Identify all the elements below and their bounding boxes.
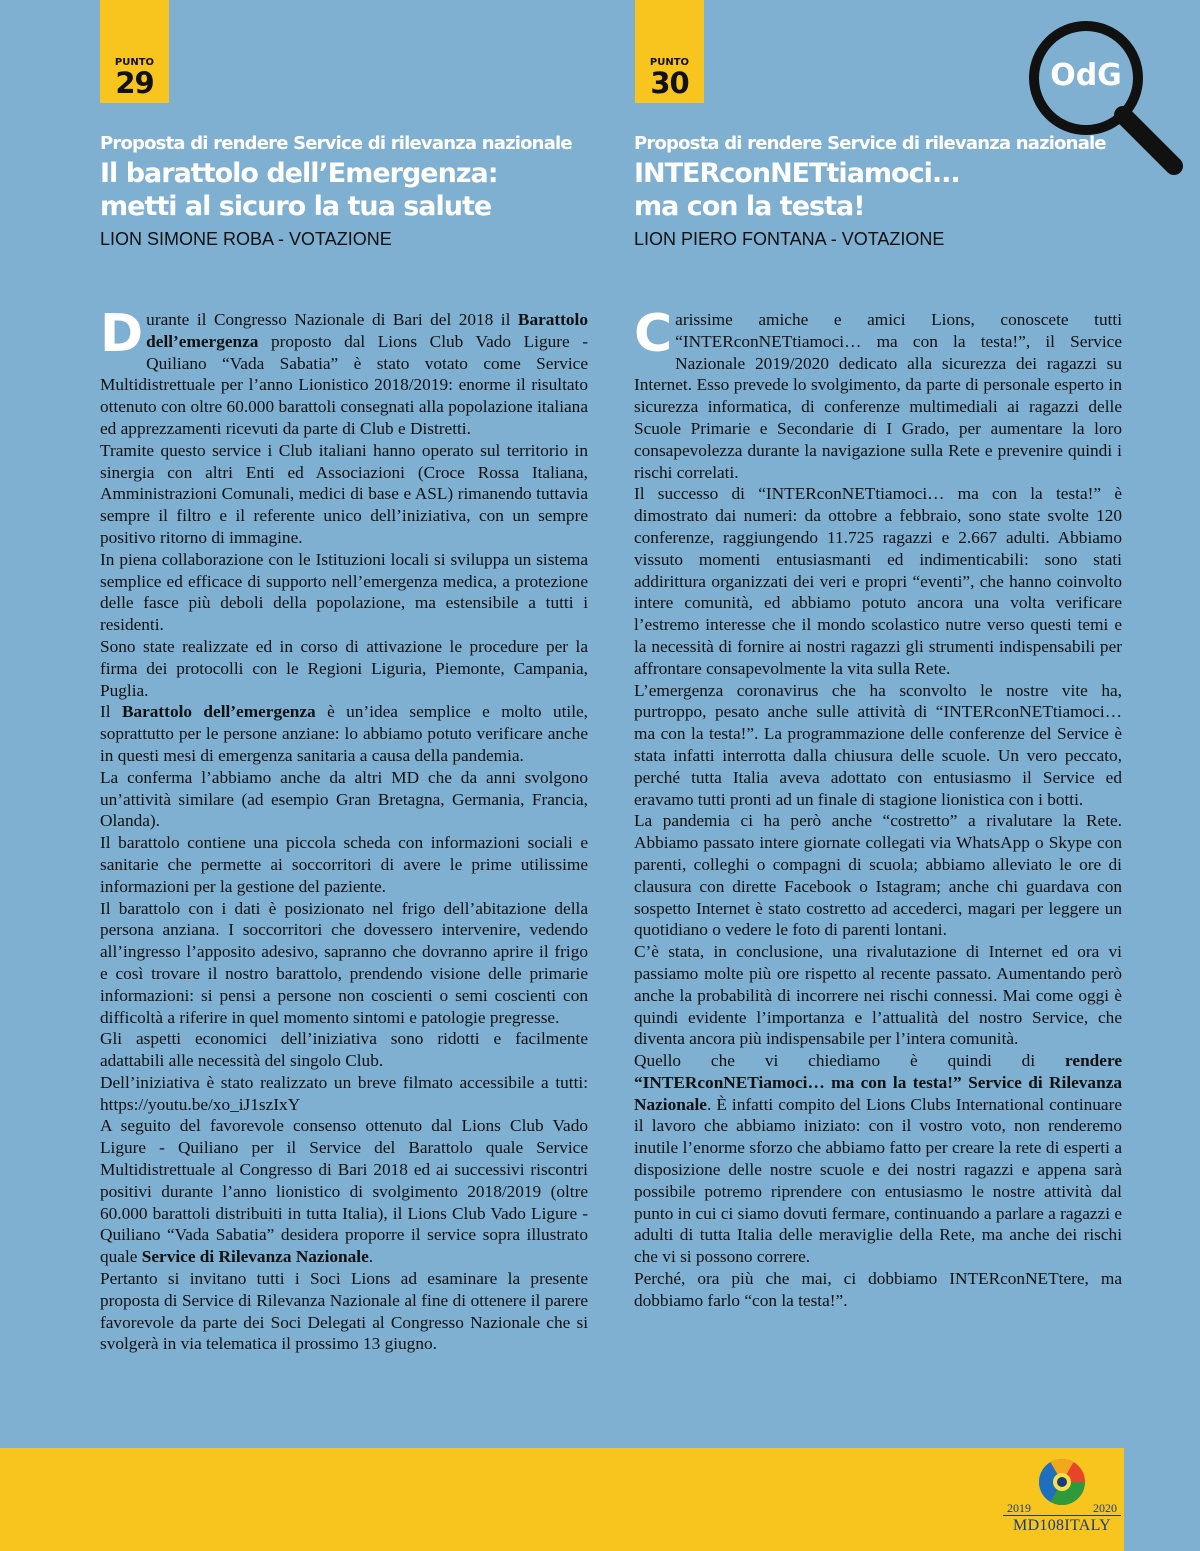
- text: Il: [100, 702, 122, 722]
- right-kicker: Proposta di rendere Service di rilevanza nazionale: [634, 133, 1106, 154]
- year-start: 2019: [1007, 1501, 1031, 1515]
- right-article-body: [634, 304, 1122, 1312]
- paragraph: Pertanto si invitano tutti i Soci Lions ad esaminare la presente proposta di Service di Rilevanza Nazionale al fine di ottenere il parere favorevole da parte dei Soci Delegati al Congresso Nazionale che si svolgerà in via telematica il prossimo 13 giugno.: [100, 1269, 588, 1354]
- text: proposto dal Lions Club Vado Ligure - Quiliano “Vada Sabatia” è stato votato come Service Multidistrettuale per l’anno Lionistico 2018/2019: enorme il risultato ottenuto con oltre 60.000 barattoli consegnati alla popolazione italiana ed apprezzamenti ricevuti da parte di Club e Distretti.: [100, 331, 588, 438]
- right-title-line1: INTERconNETtiamoci...: [634, 158, 960, 189]
- left-title-line2: metti al sicuro la tua salute: [100, 191, 492, 222]
- paragraph: L’emergenza coronavirus che ha sconvolto le nostre vite ha, purtroppo, pesato anche sulle attività di “INTERconNETtiamoci… ma con la testa!”. La programmazione delle conferenze del Service è stata infatti interrotta dalla chiusura delle scuole. Un vero peccato, perché tutta Italia aveva adottato con entusiasmo il Service ed eravamo tutti pronti ad un finale di stagione lionistica con i botti.: [634, 680, 1122, 809]
- left-article-header: [100, 131, 600, 251]
- paragraph: [634, 304, 1122, 483]
- paragraph: Il successo di “INTERconNETtiamoci… ma con la testa!” è dimostrato dai numeri: da ottobre a febbraio, sono state svolte 120 conferenze, raggiungendo 11.725 ragazzi e 2.667 adulti. Abbiamo vissuto momenti entusiasmanti ed indimenticabili: sono stati addirittura organizzati dei veri e propri “eventi”, che hanno coinvolto intere comunità, ed abbiamo potuto ancora una volta verificare l’estremo interesse che il mondo scolastico nutre verso questi temi e la necessità di fornire ai nostri ragazzi gli strumenti indispensabili per affrontare consapevolmente la vita sulla Rete.: [634, 484, 1122, 678]
- text: urante il Congresso Nazionale di Bari del 2018 il: [146, 310, 518, 329]
- paragraph: [100, 304, 588, 440]
- paragraph: [100, 701, 588, 766]
- paragraph: Perché, ora più che mai, ci dobbiamo INTERconNETtere, ma dobbiamo farlo “con la testa!”.: [634, 1269, 1122, 1310]
- bold-text: Service di Rilevanza Nazionale: [141, 1247, 369, 1267]
- md-label: MD108ITALY: [1003, 1515, 1121, 1535]
- paragraph: Sono state realizzate ed in corso di attivazione le procedure per la firma dei protocolli con le Regioni Liguria, Piemonte, Campania, Puglia.: [100, 636, 588, 700]
- md108-logo: [1003, 1457, 1121, 1539]
- punto-badge-30: [635, 0, 704, 103]
- punto-badge-29: [100, 0, 169, 103]
- magnifier-icon: [1026, 18, 1186, 178]
- bold-text: rendere “INTERconNETiamoci… ma con la testa!” Service di Rilevanza Nazionale: [634, 1051, 1122, 1114]
- left-article-body: [100, 304, 588, 1355]
- paragraph: Il barattolo contiene una piccola scheda con informazioni sociali e sanitarie che permette ai soccorritori di avere le prime utilissime informazioni per la gestione del paziente.: [100, 833, 588, 896]
- year-end: 2020: [1093, 1501, 1117, 1515]
- left-title-line1: Il barattolo dell’Emergenza:: [100, 158, 498, 189]
- text: è un’idea semplice e molto utile, soprattutto per le persone anziane: lo abbiamo potuto verificare anche in questi mesi di emergenza sanitaria a causa della pandemia.: [100, 702, 588, 765]
- text: Quello che vi chiediamo è quindi di: [634, 1051, 1066, 1071]
- text: . È infatti compito del Lions Clubs International continuare il lavoro che abbiamo iniziato: con il vostro voto, non renderemo inutile l’enorme sforzo che abbiamo fatto per creare la rete di esperti a disposizione delle nostre scuole e dei nostri ragazzi e appena sarà possibile potremo riprendere con entusiasmo le nostre attività dal punto in cui ci siamo dovuti fermare, continuando a parlare a ragazzi e adulti di tutta Italia delle meraviglie della Rete, ma anche dei rischi che vi si possono correre.: [634, 1094, 1122, 1267]
- badge-number: 29: [115, 66, 154, 100]
- bold-text: Barattolo dell’emergenza: [146, 310, 588, 351]
- lions-emblem-icon: [1003, 1457, 1121, 1507]
- dropcap: C: [634, 304, 673, 364]
- badge-number: 30: [650, 66, 689, 100]
- paragraph: [100, 1115, 588, 1268]
- paragraph: Gli aspetti economici dell’iniziativa sono ridotti e facilmente adattabili alle necessità del singolo Club.: [100, 1029, 588, 1071]
- text: A seguito del favorevole consenso ottenuto dal Lions Club Vado Ligure - Quiliano per il Service del Barattolo quale Service Multidistrettuale al Congresso di Bari 2018 ed ai successivi riscontri positivi durante l’anno lionistico di svolgimento 2018/2019 (oltre 60.000 barattoli distribuiti in tutta Italia), il Lions Club Vado Ligure - Quiliano “Vada Sabatia” desidera proporre il service sopra illustrato quale: [100, 1116, 588, 1267]
- paragraph: Tramite questo service i Club italiani hanno operato sul territorio in sinergia con altri Enti ed Associazioni (Croce Rossa Italiana, Amministrazioni Comunali, medici di base e ASL) rimanendo tuttavia sempre il filtro e il referente unico dell’iniziativa, con un sempre positivo ritorno di immagine.: [100, 440, 588, 547]
- badge-label: PUNTO: [649, 57, 690, 68]
- logo-years: [1003, 1501, 1121, 1516]
- bold-text: Barattolo dell’emergenza: [121, 702, 316, 722]
- text: arissime amiche e amici Lions, conoscete tutti “INTERconNETtiamoci… ma con la testa!”, il Service Nazionale 2019/2020 dedicato alla sicurezza dei ragazzi su Internet. Esso prevede lo svolgimento, da parte di personale esperto in sicurezza informatica, di conferenze multimediali ai ragazzi delle Scuole Primarie e Secondarie di I Grado, per aumentare la loro consapevolezza durante la navigazione sulla Rete e prevenire quindi i rischi correlati.: [634, 310, 1122, 482]
- odg-label: OdG: [1050, 58, 1122, 93]
- paragraph: Dell’iniziativa è stato realizzato un breve filmato accessibile a tutti: https://youtu.be/xo_iJ1szIxY: [100, 1072, 588, 1114]
- paragraph: La pandemia ci ha però anche “costretto” a rivalutare la Rete. Abbiamo passato intere giornate collegati via WhatsApp o Skype con parenti, colleghi o compagni di scuola; abbiamo alleviato le ore di clausura con dirette Facebook o Istagram; anche chi guardava con sospetto Internet è stato costretto ad accederci, magari per leggere un quotidiano o vedere le foto di parenti lontani.: [634, 811, 1122, 940]
- left-kicker: Proposta di rendere Service di rilevanza nazionale: [100, 133, 572, 154]
- paragraph: La conferma l’abbiamo anche da altri MD che da anni svolgono un’attività similare (ad esempio Gran Bretagna, Germania, Francia, Olanda).: [100, 767, 588, 831]
- paragraph: In piena collaborazione con le Istituzioni locali si sviluppa un sistema semplice ed efficace di supporto nell’emergenza medica, a protezione delle fasce più deboli della popolazione, ma estensibile a tutti i residenti.: [100, 549, 588, 635]
- right-title-line2: ma con la testa!: [634, 191, 865, 222]
- right-byline: LION PIERO FONTANA - VOTAZIONE: [634, 229, 945, 249]
- paragraph: [634, 1050, 1122, 1268]
- paragraph: C’è stata, in conclusione, una rivalutazione di Internet ed ora vi passiamo molte più ore rispetto al recente passato. Aumentando però anche la probabilità di incorrere nei rischi connessi. Mai come oggi è quindi evidente l’importanza e l’attualità del nostro Service, che diventa ancora più indispensabile per l’intera comunità.: [634, 942, 1122, 1049]
- dropcap: D: [100, 304, 144, 364]
- badge-label: PUNTO: [114, 57, 155, 68]
- footer-band: [0, 1448, 1124, 1551]
- text: .: [368, 1247, 374, 1267]
- paragraph: Il barattolo con i dati è posizionato nel frigo dell’abitazione della persona anziana. I soccorritori che dovessero intervenire, vedendo all’ingresso l’apposito adesivo, sapranno che dovranno aprire il frigo e così trovare il nostro barattolo, prendendo visione delle primarie informazioni: si pensi a persone non coscienti o semi coscienti con difficoltà a riferire in quel momento sintomi e patologie pregresse.: [100, 898, 588, 1027]
- left-byline: LION SIMONE ROBA - VOTAZIONE: [100, 229, 392, 249]
